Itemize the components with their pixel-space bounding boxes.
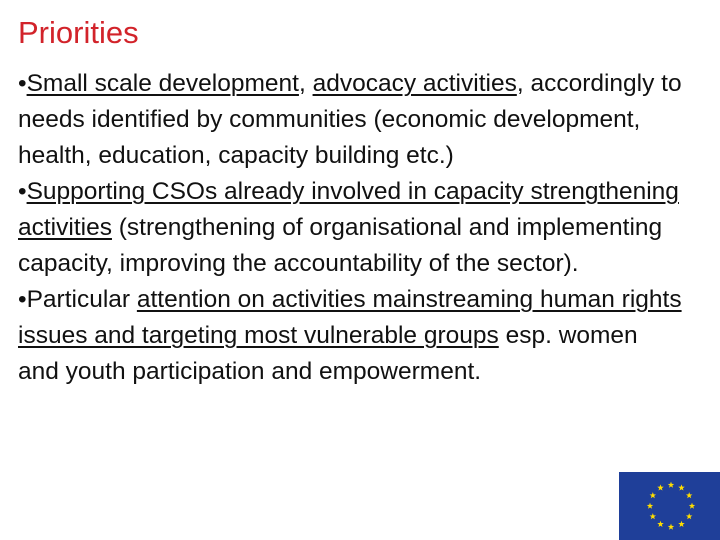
- flag-background: [619, 472, 720, 540]
- bullet-marker: •: [18, 178, 27, 205]
- bullet-1-text-4: , accordingly to needs identified by communities (economic development, health, education, capacity building etc.): [18, 70, 682, 169]
- bullet-marker: •: [18, 70, 27, 97]
- bullet-3-text-3: esp. women and youth participation and empowerment.: [18, 322, 638, 385]
- slide-title: Priorities: [18, 15, 139, 50]
- bullet-item-2: [18, 174, 683, 282]
- bullet-3-text-1: Particular: [26, 286, 137, 313]
- bullet-1-text-3: advocacy activities: [312, 70, 517, 97]
- bullet-1-text-1: Small scale development: [26, 70, 299, 97]
- bullet-item-3: [18, 282, 683, 390]
- bullet-3-text-2: attention on activities mainstreaming human rights issues and targeting most vulnerable groups: [18, 286, 682, 349]
- bullet-list: [18, 66, 683, 390]
- bullet-1-text-2: ,: [298, 70, 313, 97]
- bullet-2-text-1: Supporting CSOs already involved in capacity strengthening activities: [18, 178, 679, 241]
- eu-flag-logo: [619, 472, 720, 540]
- bullet-marker: •: [18, 286, 27, 313]
- bullet-2-text-2: (strengthening of organisational and implementing capacity, improving the accountability of the sector).: [18, 214, 663, 277]
- bullet-item-1: [18, 66, 683, 174]
